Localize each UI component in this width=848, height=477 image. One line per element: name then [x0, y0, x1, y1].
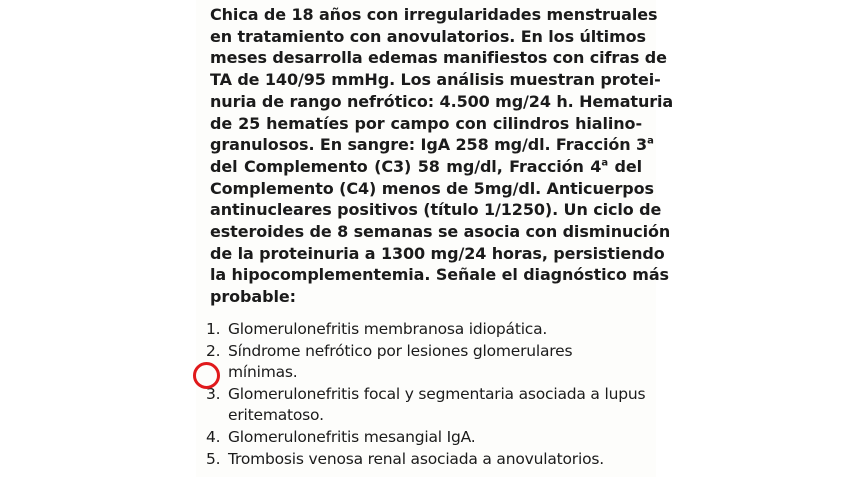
ordinal-superscript: a [601, 157, 608, 169]
ordinal-superscript: a [647, 135, 654, 147]
option-text: Síndrome nefrótico por lesiones glomerulares mínimas. [228, 341, 573, 382]
question-line [210, 134, 654, 156]
answer-option-3[interactable] [206, 384, 646, 427]
question-line: probable: [210, 287, 296, 307]
question-line: de 25 hematíes por campo con cilindros hialino- [210, 113, 642, 133]
option-text: Trombosis venosa renal asociada a anovulatorios. [228, 449, 604, 468]
answer-option-4[interactable] [206, 427, 646, 449]
option-text: Glomerulonefritis membranosa idiopática. [228, 320, 548, 338]
question-line: en tratamiento con anovulatorios. En los últimos [210, 26, 646, 46]
question-line-tail: del [614, 156, 642, 176]
question-line: Chica de 18 años con irregularidades menstruales [210, 5, 658, 24]
answer-highlight-circle [193, 362, 220, 389]
answer-option-2[interactable] [206, 341, 646, 384]
option-number: 2. [206, 341, 221, 360]
option-number: 4. [206, 427, 221, 446]
answer-option-5[interactable] [206, 449, 646, 471]
question-line: la hipocomplementemia. Señale el diagnóstico más [210, 265, 669, 285]
answer-options [206, 319, 646, 470]
option-text: Glomerulonefritis mesangial IgA. [228, 427, 476, 446]
option-number: 3. [206, 384, 221, 403]
option-text: Glomerulonefritis focal y segmentaria asociada a lupus eritematoso. [228, 384, 646, 425]
option-number: 1. [206, 320, 221, 338]
question-line-text: del Complemento (C3) 58 mg/dl, Fracción 4 [210, 156, 602, 176]
option-number: 5. [206, 449, 221, 468]
question-line-text: granulosos. En sangre: IgA 258 mg/dl. Fracción 3 [210, 135, 648, 155]
question-line: meses desarrolla edemas manifiestos con cifras de [210, 48, 667, 68]
question-line: antinucleares positivos (título 1/1250). Un ciclo de [210, 200, 662, 220]
answer-option-1[interactable] [206, 319, 646, 341]
question-line: TA de 140/95 mmHg. Los análisis muestran protei- [210, 70, 661, 90]
question-line: nuria de rango nefrótico: 4.500 mg/24 h. Hematuria [210, 91, 674, 111]
question-line: de la proteinuria a 1300 mg/24 horas, persistiendo [210, 243, 665, 263]
question-line: esteroides de 8 semanas se asocia con disminución [210, 222, 671, 242]
question-text [210, 4, 674, 308]
question-line [210, 156, 642, 178]
question-line: Complemento (C4) menos de 5mg/dl. Anticuerpos [210, 178, 654, 198]
